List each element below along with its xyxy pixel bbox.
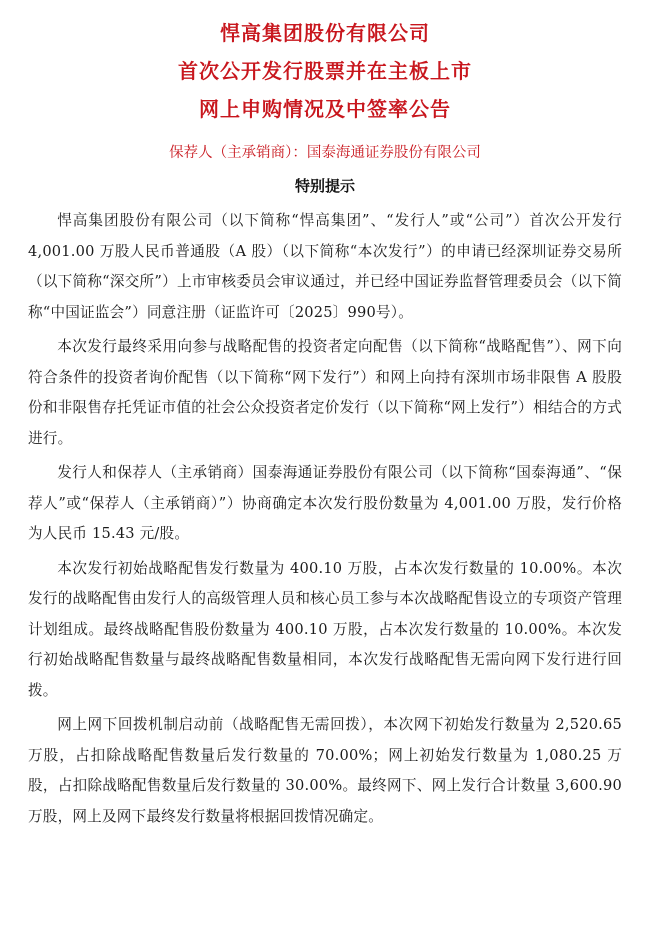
paragraph-clawback-mechanism: 网上网下回拨机制启动前（战略配售无需回拨），本次网下初始发行数量为 2,520.65 万股，占扣除战略配售数量后发行数量的 70.00%；网上初始发行数量为 1,080.25 万股，占扣除战略配售数量后发行数量的 30.00%。最终网下、网上发行合计数量 3,600.90 万股，网上及网下最终发行数量将根据回拨情况确定。 xyxy=(28,716,622,825)
announcement-body xyxy=(28,206,622,832)
announcement-title xyxy=(28,0,622,128)
paragraph-strategic-placement: 本次发行初始战略配售发行数量为 400.10 万股，占本次发行数量的 10.00%。本次发行的战略配售由发行人的高级管理人员和核心员工参与本次战略配售设立的专项资产管理计划组成。最终战略配售股份数量为 400.10 万股，占本次发行数量的 10.00%。本次发行初始战略配售数量与最终战略配售数量相同，本次发行战略配售无需向网下发行进行回拨。 xyxy=(28,559,622,699)
special-notice-heading: 特别提示 xyxy=(294,177,355,195)
title-line-subscription: 网上申购情况及中签率公告 xyxy=(199,97,451,121)
sponsor-line: 保荐人（主承销商）：国泰海通证券股份有限公司 xyxy=(169,145,481,161)
title-line-company: 悍高集团股份有限公司 xyxy=(220,21,430,45)
paragraph-issue-price: 发行人和保荐人（主承销商）国泰海通证券股份有限公司（以下简称“国泰海通”、“保荐人”或“保荐人（主承销商）”）协商确定本次发行股份数量为 4,001.00 万股，发行价格为人民币 15.43 元/股。 xyxy=(28,464,622,542)
paragraph-issuance-method: 本次发行最终采用向参与战略配售的投资者定向配售（以下简称“战略配售”）、网下向符合条件的投资者询价配售（以下简称“网下发行”）和网上向持有深圳市场非限售 A 股股份和非限售存托凭证市值的社会公众投资者定价发行（以下简称“网上发行”）相结合的方式进行。 xyxy=(28,338,622,447)
title-line-ipo: 首次公开发行股票并在主板上市 xyxy=(178,59,472,83)
paragraph-issuance-approval: 悍高集团股份有限公司（以下简称“悍高集团”、“发行人”或“公司”）首次公开发行 4,001.00 万股人民币普通股（A 股）（以下简称“本次发行”）的申请已经深圳证券交易所（以下简称“深交所”）上市审核委员会审议通过，并已经中国证券监督管理委员会（以下简称“中国证监会”）同意注册（证监许可〔2025〕990号）。 xyxy=(28,212,622,321)
